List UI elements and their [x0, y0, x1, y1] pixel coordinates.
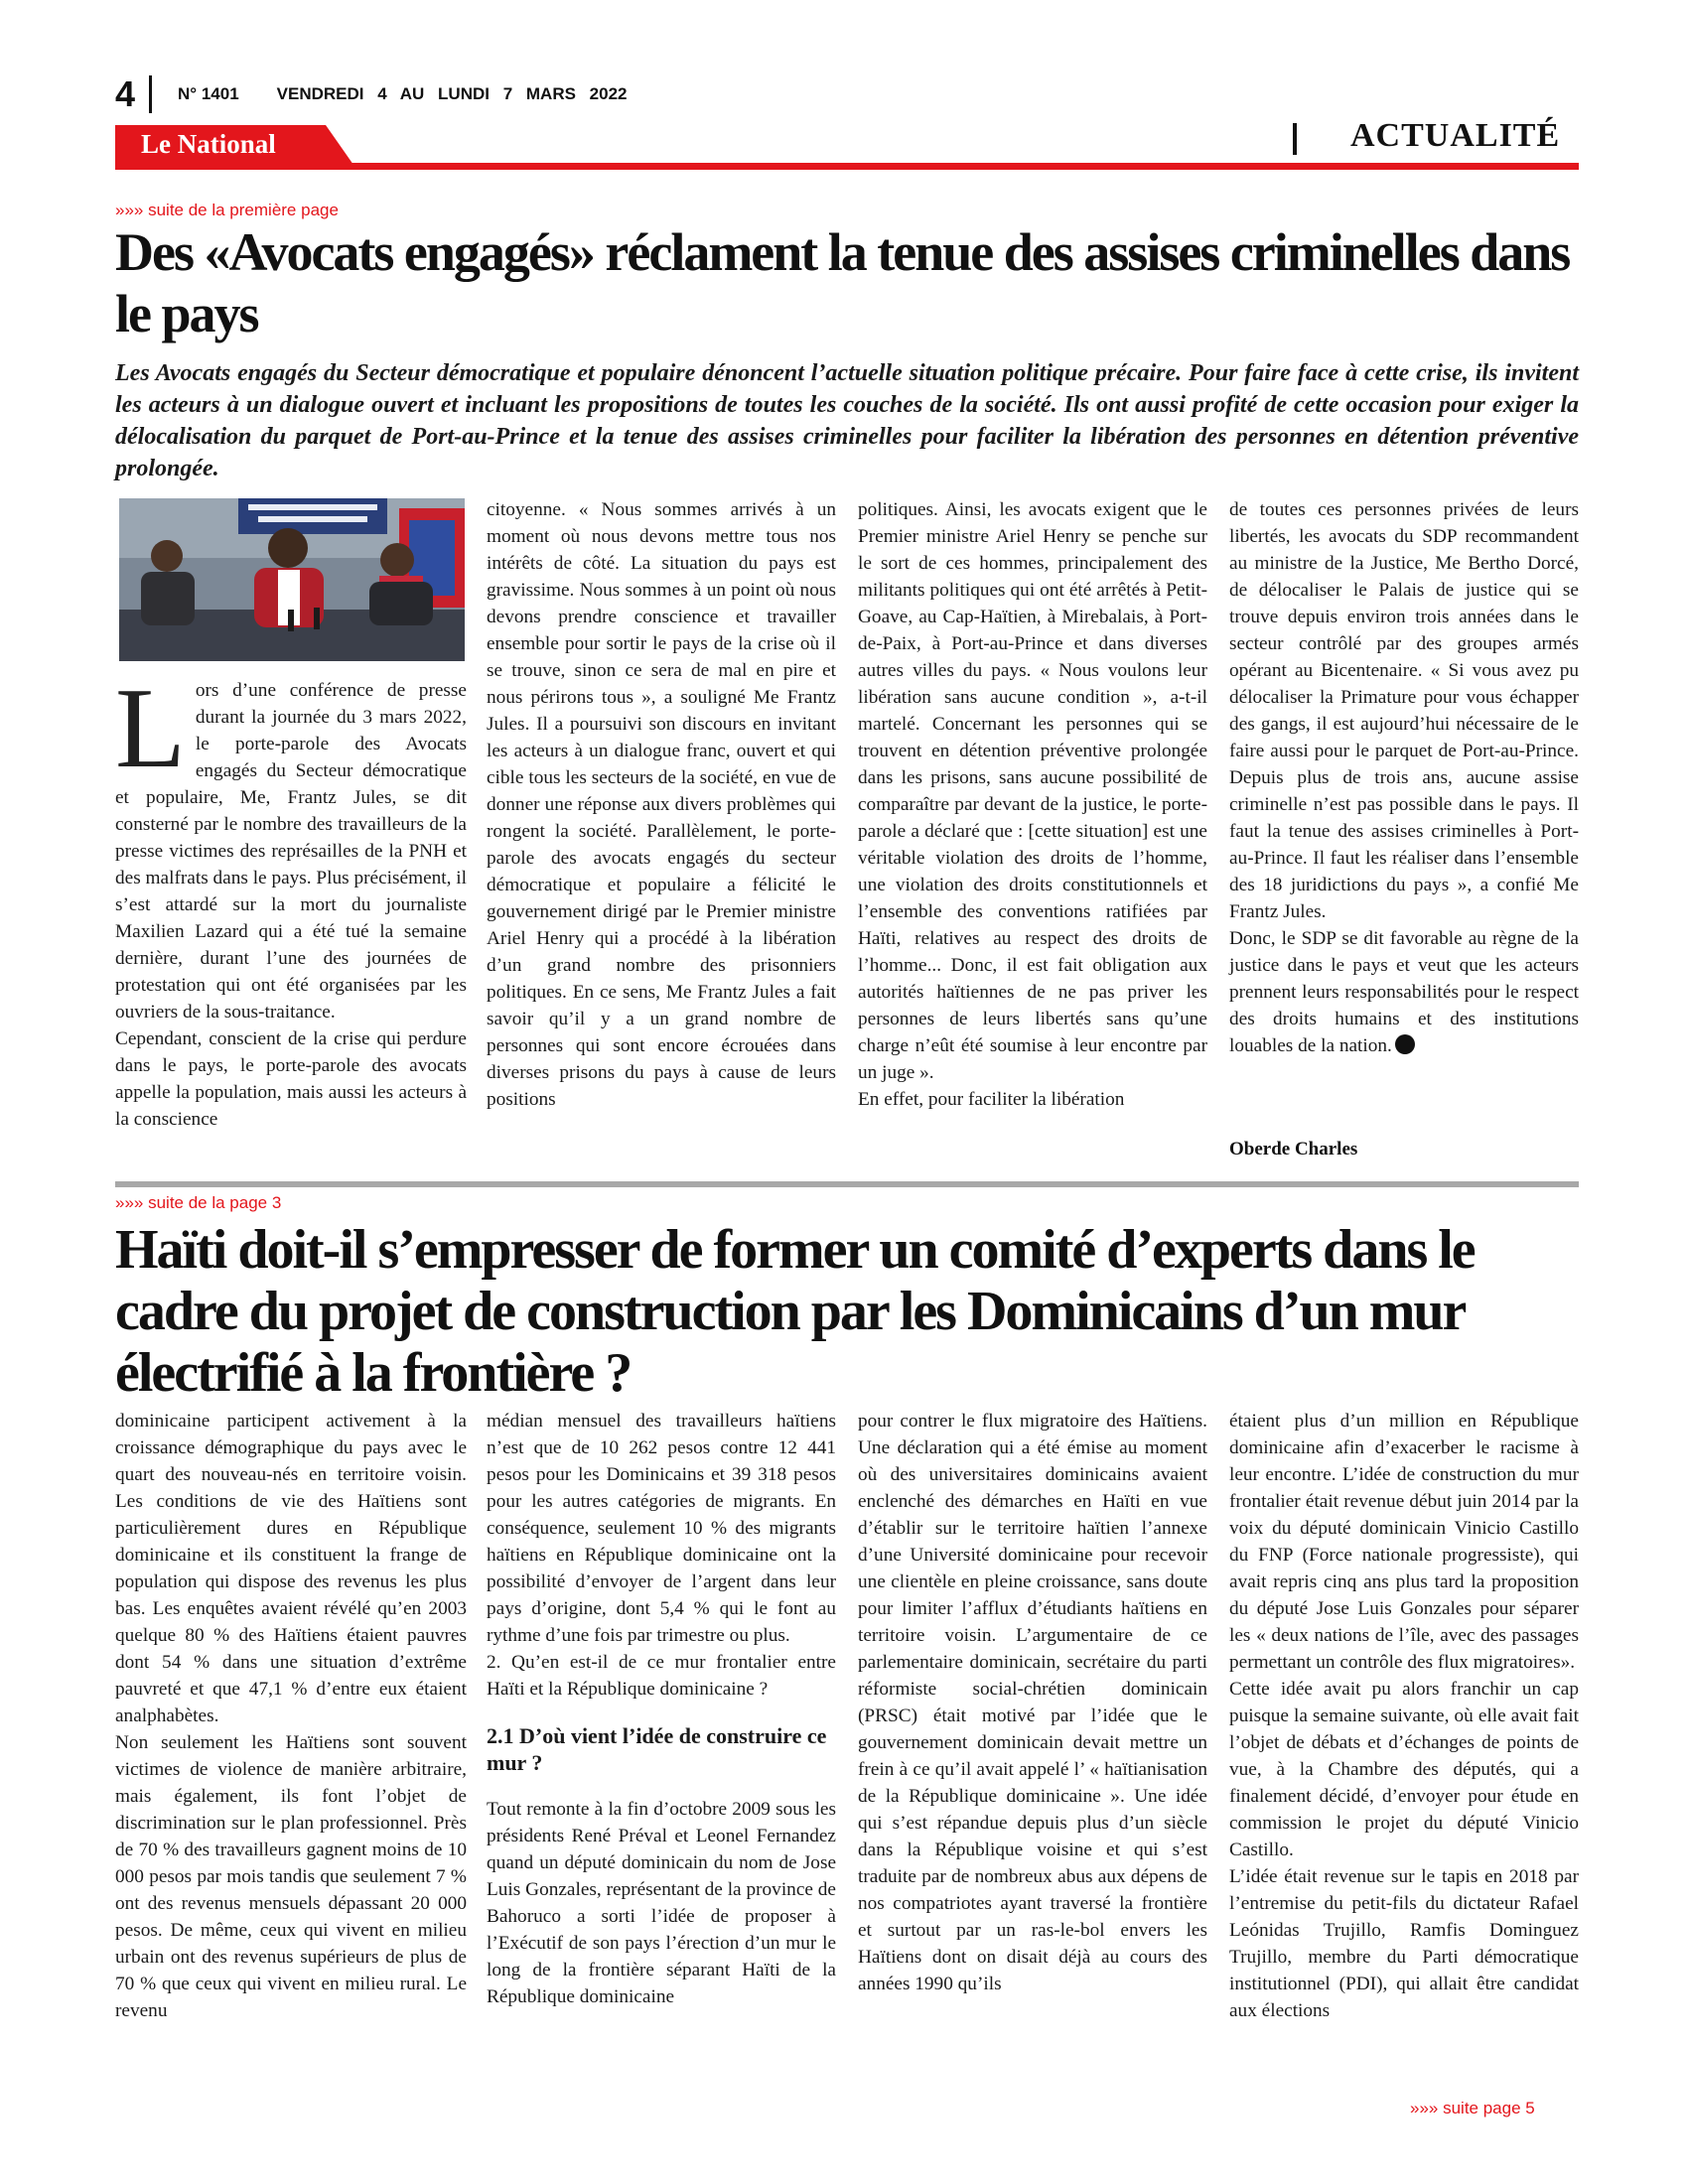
article2-col4-para2: Cette idée avait pu alors franchir un cap puisque la semaine suivante, où elle avait fait l’objet de débats et d’échanges de points de vue, à la Chambre des députés, qui a finalement décidé, d’envoyer pour étude en commission le projet du député Vinicio Castillo. — [1229, 1679, 1579, 1860]
article1-column-1 — [115, 665, 467, 1133]
article1-column-2 — [487, 496, 836, 1113]
article2-headline: Haïti doit-il s’empresser de former un comité d’experts dans le cadre du projet de construction par les Dominicains d’un mur électrifié à la frontière ? — [115, 1219, 1475, 1404]
article1-headline: Des «Avocats engagés» réclament la tenue des assises criminelles dans le pays — [115, 222, 1570, 343]
article1-col4-para1: de toutes ces personnes privées de leurs libertés, les avocats du SDP recommandent au ministre de la Justice, Me Bertho Dorcé, de délocaliser le Palais de justice qui se trouve depuis environ trois années dans le secteur contrôlé par des groupes armés opérant au Bicentenaire. « Si vous avez pu délocaliser la Primature pour vous échapper des gangs, il est aujourd’hui nécessaire de le faire aussi pour le parquet de Port-au-Prince. Depuis plus de trois ans, aucune assise criminelle n’est pas possible dans le pays. Il faut la tenue des assises criminelles à Port-au-Prince. Il faut les réaliser dans l’ensemble des 18 juridictions du pays », a confié Me Frantz Jules. — [1229, 499, 1579, 922]
article2-col4-para1: étaient plus d’un million en République dominicaine afin d’exacerber le racisme à leur encontre. L’idée de construction du mur frontalier était revenue début juin 2014 par la voix du député dominicain Vinicio Castillo du FNP (Force nationale progressiste), qui avait repris cinq ans plus tard la proposition du député Jose Luis Gonzales pour séparer les « deux nations de l’île, avec des passages permettant un contrôle des flux migratoires». — [1229, 1411, 1579, 1673]
article2-col4-para3: L’idée était revenue sur le tapis en 2018 par l’entremise du petit-fils du dictateur Rafael Leónidas Trujillo, Ramfis Dominguez Trujillo, membre du Parti démocratique institutionnel (PDI), qui allait être candidat aux élections — [1229, 1866, 1579, 2021]
press-conference-photo — [119, 498, 465, 661]
issue-number: N° 1401 — [178, 84, 239, 103]
page-number-divider — [149, 75, 152, 113]
brand-name: Le National — [141, 129, 276, 159]
article2-col1-para1: dominicaine participent activement à la croissance démographique du pays avec le quart des nouveau-nés en territoire voisin. Les conditions de vie des Haïtiens sont particulièrement dures en République dominicaine et ils constituent la frange de population qui dispose des revenus les plus bas. Les enquêtes avaient révélé qu’en 2003 quelque 80 % des Haïtiens étaient pauvres dont 54 % dans une situation d’extrême pauvreté et que 47,1 % d’entre eux étaient analphabètes. — [115, 1411, 467, 1726]
continued-on-page-link[interactable]: »»» suite page 5 — [1410, 2099, 1535, 2117]
article1-lead: Les Avocats engagés du Secteur démocratique et populaire dénoncent l’actuelle situation politique précaire. Pour faire face à cette crise, ils invitent les acteurs à un dialogue ouvert et incluant les propositions de toutes les couches de la société. Ils ont aussi profité de cette occasion pour exiger la délocalisation du parquet de Port-au-Prince et la tenue des assises criminelles pour faciliter la libération des personnes en détention préventive prolongée. — [115, 360, 1579, 481]
issue-date: VENDREDI 4 AU LUNDI 7 MARS 2022 — [276, 84, 628, 103]
article2-column-1 — [115, 1408, 467, 2024]
article1-col3-para1: politiques. Ainsi, les avocats exigent que le Premier ministre Ariel Henry se penche sur le sort de ces hommes, principalement des militants politiques qui ont été arrêtés à Petit-Goave, au Cap-Haïtien, à Mirebalais, à Port-de-Paix, à Port-au-Prince et dans diverses autres villes du pays. « Nous voulons leur libération sans aucune condition », a-t-il martelé. Concernant les personnes qui se trouvent en détention préventive prolongée dans les prisons, sans aucune possibilité de comparaître par devant de la justice, le porte-parole a déclaré que : [cette situation] est une véritable violation des droits de l’homme, une violation des droits constitutionnels et l’ensemble des conventions ratifiées par Haïti, relatives au respect des droits de l’homme... Donc, il est fait obligation aux autorités haïtiennes de ne pas priver les personnes de leurs libertés sans qu’une charge n’eût été soumise à leur encontre par un juge ». — [858, 499, 1207, 1083]
article2-col1-para2: Non seulement les Haïtiens sont souvent victimes de violence de manière arbitraire, mais également, ils font l’objet de discrimination sur le plan professionnel. Près de 70 % des travailleurs gagnent moins de 10 000 pesos par mois tandis que seulement 7 % ont des revenus mensuels dépassant 20 000 pesos. De même, ceux qui vivent en milieu urbain ont des revenus supérieurs de plus de 70 % que ceux qui vivent en milieu rural. Le revenu — [115, 1732, 467, 2021]
article2-col2-para2: 2. Qu’en est-il de ce mur frontalier entre Haïti et la République dominicaine ? — [487, 1652, 836, 1700]
article1-kicker: »»» suite de la première page — [115, 201, 339, 219]
article1-column-4 — [1229, 496, 1579, 1059]
masthead-red-rule — [115, 163, 1579, 170]
section-title: ACTUALITÉ — [1350, 117, 1561, 154]
article1-col1-para2: Cependant, conscient de la crise qui perdure dans le pays, le porte-parole des avocats appelle la population, mais aussi les acteurs à la conscience — [115, 1028, 467, 1130]
press-conference-illustration — [119, 498, 465, 661]
end-of-article-icon — [1395, 1034, 1415, 1054]
article1-col4-text2: Donc, le SDP se dit favorable au règne de la justice dans le pays et veut que les acteurs prennent leurs responsabilités pour le respect des droits humains et des institutions louables de la nation. — [1229, 928, 1579, 1056]
page-number: 4 — [115, 73, 136, 114]
article1-col1-para1 — [115, 665, 467, 1025]
section-divider — [1293, 123, 1297, 155]
article2-kicker: »»» suite de la page 3 — [115, 1193, 282, 1212]
article2-col2-para1: médian mensuel des travailleurs haïtiens n’est que de 10 262 pesos contre 12 441 pesos pour les Dominicains et 39 318 pesos pour les autres catégories de migrants. En conséquence, seulement 10 % des migrants haïtiens en République dominicaine ont la possibilité d’envoyer de l’argent dans leur pays d’origine, dont 5,4 % qui le font au rythme d’une fois par trimestre ou plus. — [487, 1411, 836, 1646]
article2-column-2 — [487, 1408, 836, 2010]
article2-column-4 — [1229, 1408, 1579, 2024]
article2-column-3 — [858, 1408, 1207, 1997]
article-separator-rule — [115, 1181, 1579, 1187]
article1-col1-text1: ors d’une conférence de presse durant la journée du 3 mars 2022, le porte-parole des Avocats engagés du Secteur démocratique et populaire, Me, Frantz Jules, se dit consterné par le nombre des travailleurs de la presse victimes des représailles de la PNH et des malfrats dans le pays. Plus précisément, il s’est attardé sur la mort du journaliste Maxilien Lazard qui a été tué la semaine dernière, durant l’une des journées de protestation qui ont été organisées par les ouvriers de la sous-traitance. — [115, 680, 467, 1023]
article2-subhead: 2.1 D’où vient l’idée de construire ce mur ? — [487, 1723, 827, 1775]
article2-col3-para: pour contrer le flux migratoire des Haïtiens. Une déclaration qui a été émise au moment où des universitaires dominicains avaient enclenché des démarches en Haïti en vue d’établir sur le territoire haïtien l’annexe d’une Université dominicaine pour recevoir une clientèle en pleine croissance, sans doute pour limiter l’afflux d’étudiants haïtiens en territoire voisin. L’argumentaire de ce parlementaire dominicain, secrétaire du parti réformiste social-chrétien dominicain (PRSC) était motivé par l’idée que le gouvernement dominicain devait mettre un frein à ce qu’il avait appelé l’ « haïtianisation de la République dominicaine ». Une idée qui s’est répandue depuis plus d’un siècle dans la République voisine et qui s’est traduite par de nombreux abus aux dépens de nos compatriotes ayant traversé la frontière et surtout par un ras-le-bol envers les Haïtiens dont on disait déjà au cours des années 1990 qu’ils — [858, 1411, 1207, 1994]
article1-column-3 — [858, 496, 1207, 1113]
article1-byline: Oberde Charles — [1229, 1139, 1358, 1160]
drop-cap: L — [115, 665, 186, 792]
masthead-top-line — [115, 69, 627, 119]
article2-col2-para3: Tout remonte à la fin d’octobre 2009 sous les présidents René Préval et Leonel Fernandez quand un député dominicain du nom de Jose Luis Gonzales, représentant de la province de Bahoruco a sorti l’idée de proposer à l’Exécutif de son pays l’érection d’un mur le long de la frontière séparant Haïti de la République dominicaine — [487, 1799, 836, 2007]
article1-col3-para2: En effet, pour faciliter la libération — [858, 1089, 1125, 1110]
article1-col2-para: citoyenne. « Nous sommes arrivés à un moment où nous devons mettre tous nos intérêts de côté. La situation du pays est gravissime. Nous sommes à un point où nous devons prendre conscience et travailler ensemble pour sortir le pays de la crise où il se trouve, sinon ce sera de mal en pire et nous périrons tous », a souligné Me Frantz Jules. Il a poursuivi son discours en invitant les acteurs à un dialogue franc, ouvert et qui cible tous les secteurs de la société, en vue de donner une réponse aux divers problèmes qui rongent la société. Parallèlement, le porte-parole des avocats engagés du secteur démocratique et populaire a félicité le gouvernement dirigé par le Premier ministre Ariel Henry qui a procédé à la libération d’un grand nombre des prisonniers politiques. En ce sens, Me Frantz Jules a fait savoir qu’il y a un grand nombre de personnes qui sont encore écrouées dans diverses prisons du pays à cause de leurs positions — [487, 499, 836, 1110]
article1-col4-para2 — [1229, 925, 1579, 1059]
brand-tab — [115, 125, 353, 165]
